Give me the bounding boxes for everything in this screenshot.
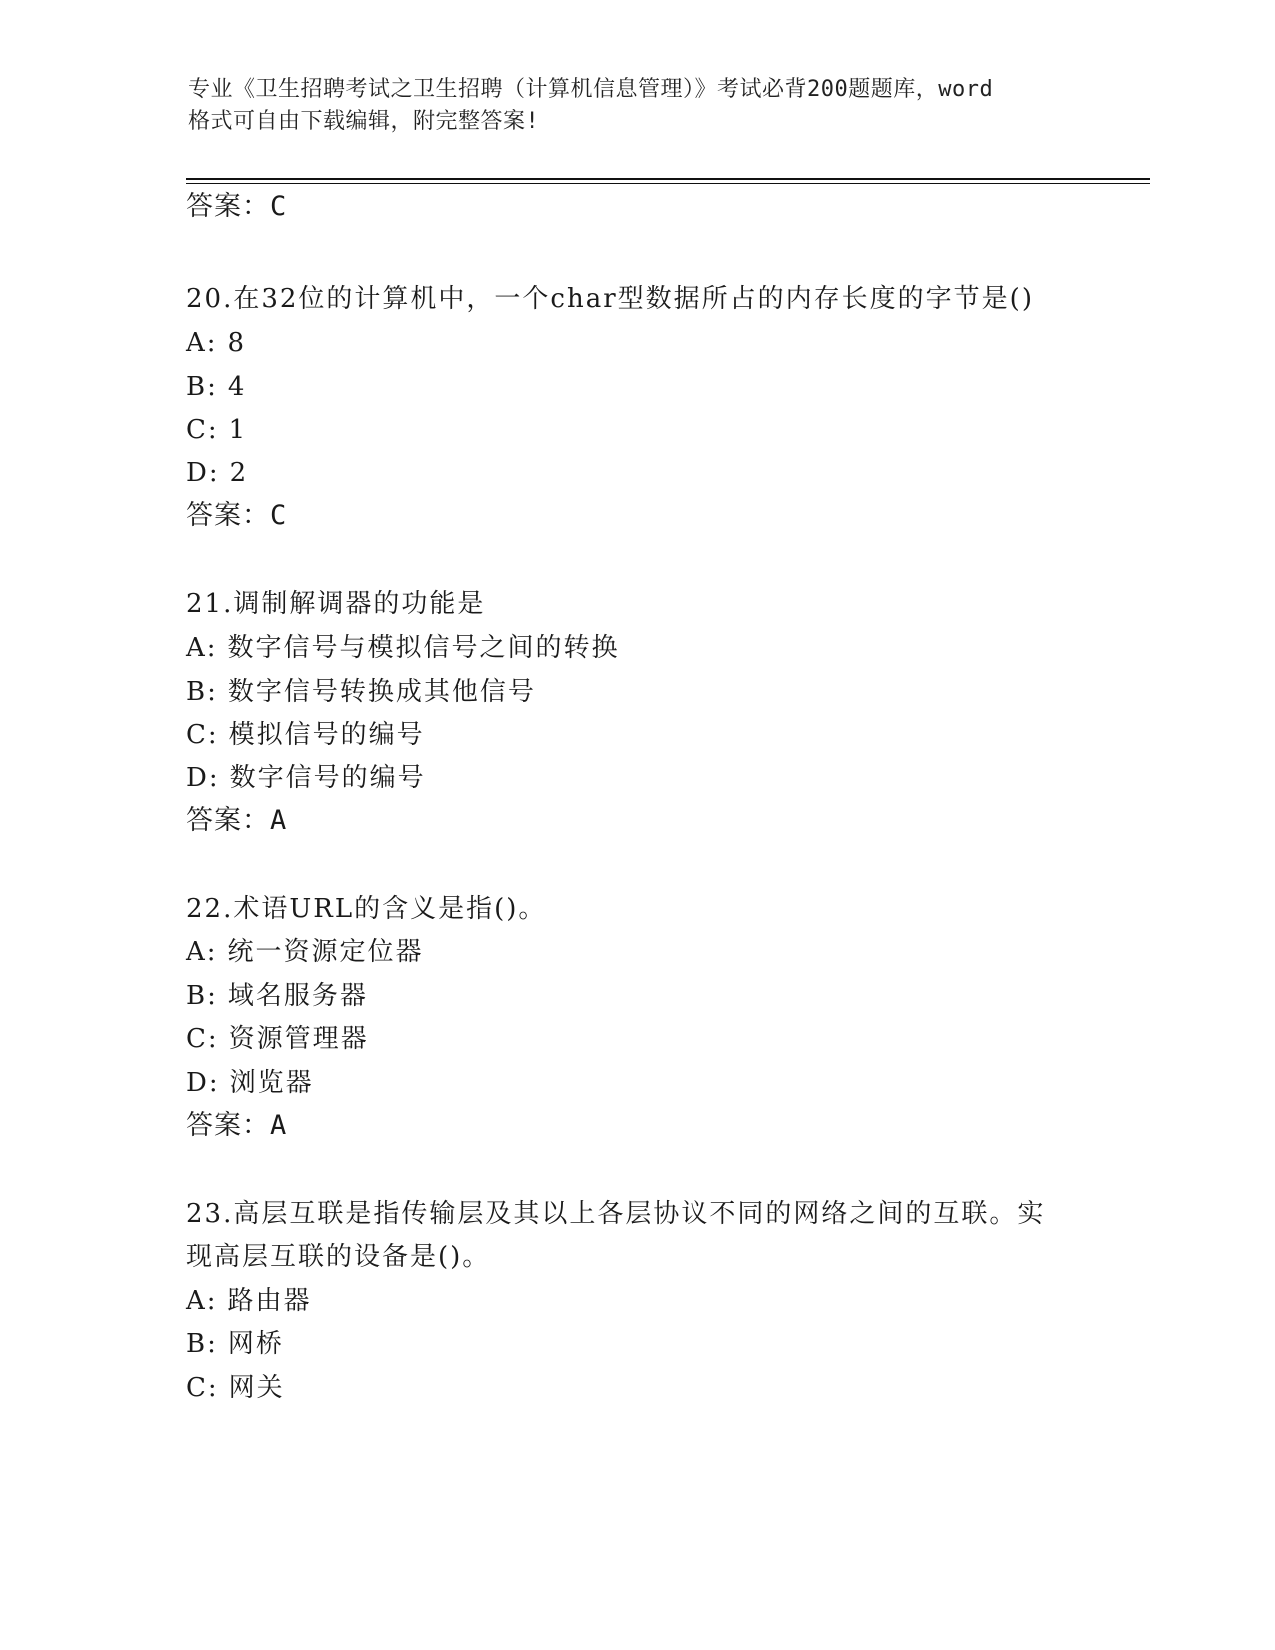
option-label: C: bbox=[186, 1024, 219, 1054]
question-22-stem: 22.术语URL的含义是指()。 bbox=[186, 894, 547, 924]
option-label: D: bbox=[186, 458, 220, 488]
option-label: C: bbox=[186, 415, 219, 445]
option-text: 8 bbox=[227, 328, 247, 358]
header-rule-thick bbox=[186, 178, 1150, 180]
option-label: A: bbox=[186, 1286, 218, 1316]
header-line-1: 专业《卫生招聘考试之卫生招聘（计算机信息管理）》考试必背200题题库，word bbox=[188, 77, 994, 102]
question-20-option-a bbox=[186, 326, 246, 360]
question-21-option-c bbox=[186, 718, 425, 752]
question-21-option-d bbox=[186, 761, 426, 795]
option-label: B: bbox=[186, 677, 218, 707]
option-label: A: bbox=[186, 633, 218, 663]
question-23-option-a bbox=[186, 1284, 312, 1318]
option-text: 模拟信号的编号 bbox=[228, 720, 425, 750]
option-label: C: bbox=[186, 1373, 219, 1403]
question-21-option-a bbox=[186, 631, 620, 665]
document-header bbox=[188, 74, 1088, 138]
option-label: B: bbox=[186, 1329, 218, 1359]
option-label: C: bbox=[186, 720, 219, 750]
question-21-answer: 答案：A bbox=[186, 805, 288, 836]
option-text: 2 bbox=[229, 458, 249, 488]
option-text: 4 bbox=[227, 372, 247, 402]
option-label: D: bbox=[186, 763, 220, 793]
header-line-2: 格式可自由下载编辑，附完整答案! bbox=[188, 109, 540, 134]
question-20-answer: 答案：C bbox=[186, 500, 288, 531]
option-text: 统一资源定位器 bbox=[227, 937, 424, 967]
question-20-option-c bbox=[186, 413, 247, 447]
question-23-option-b bbox=[186, 1327, 284, 1361]
question-22-option-c bbox=[186, 1022, 369, 1056]
question-23-stem-line-1: 23.高层互联是指传输层及其以上各层协议不同的网络之间的互联。实 bbox=[186, 1199, 1046, 1229]
option-text: 网关 bbox=[228, 1373, 285, 1403]
question-20-option-d bbox=[186, 456, 248, 490]
option-text: 数字信号与模拟信号之间的转换 bbox=[227, 633, 620, 663]
question-21-stem: 21.调制解调器的功能是 bbox=[186, 589, 486, 619]
question-20-stem: 20.在32位的计算机中，一个char型数据所占的内存长度的字节是() bbox=[186, 284, 1034, 314]
option-label: B: bbox=[186, 981, 218, 1011]
option-text: 数字信号转换成其他信号 bbox=[227, 677, 536, 707]
option-text: 浏览器 bbox=[229, 1068, 314, 1098]
question-23-option-c bbox=[186, 1371, 285, 1405]
option-label: D: bbox=[186, 1068, 220, 1098]
option-label: A: bbox=[186, 937, 218, 967]
option-text: 资源管理器 bbox=[228, 1024, 369, 1054]
option-text: 数字信号的编号 bbox=[229, 763, 426, 793]
prev-answer: 答案：C bbox=[186, 191, 288, 222]
question-21-option-b bbox=[186, 675, 536, 709]
question-20-option-b bbox=[186, 370, 246, 404]
question-22-option-a bbox=[186, 935, 424, 969]
option-label: A: bbox=[186, 328, 218, 358]
option-text: 网桥 bbox=[227, 1329, 284, 1359]
question-22-option-b bbox=[186, 979, 368, 1013]
option-label: B: bbox=[186, 372, 218, 402]
option-text: 路由器 bbox=[227, 1286, 312, 1316]
option-text: 域名服务器 bbox=[227, 981, 368, 1011]
header-rule-thin bbox=[186, 183, 1150, 184]
question-22-answer: 答案：A bbox=[186, 1110, 288, 1141]
option-text: 1 bbox=[228, 415, 248, 445]
question-23-stem-line-2: 现高层互联的设备是()。 bbox=[186, 1242, 491, 1272]
question-22-option-d bbox=[186, 1066, 314, 1100]
